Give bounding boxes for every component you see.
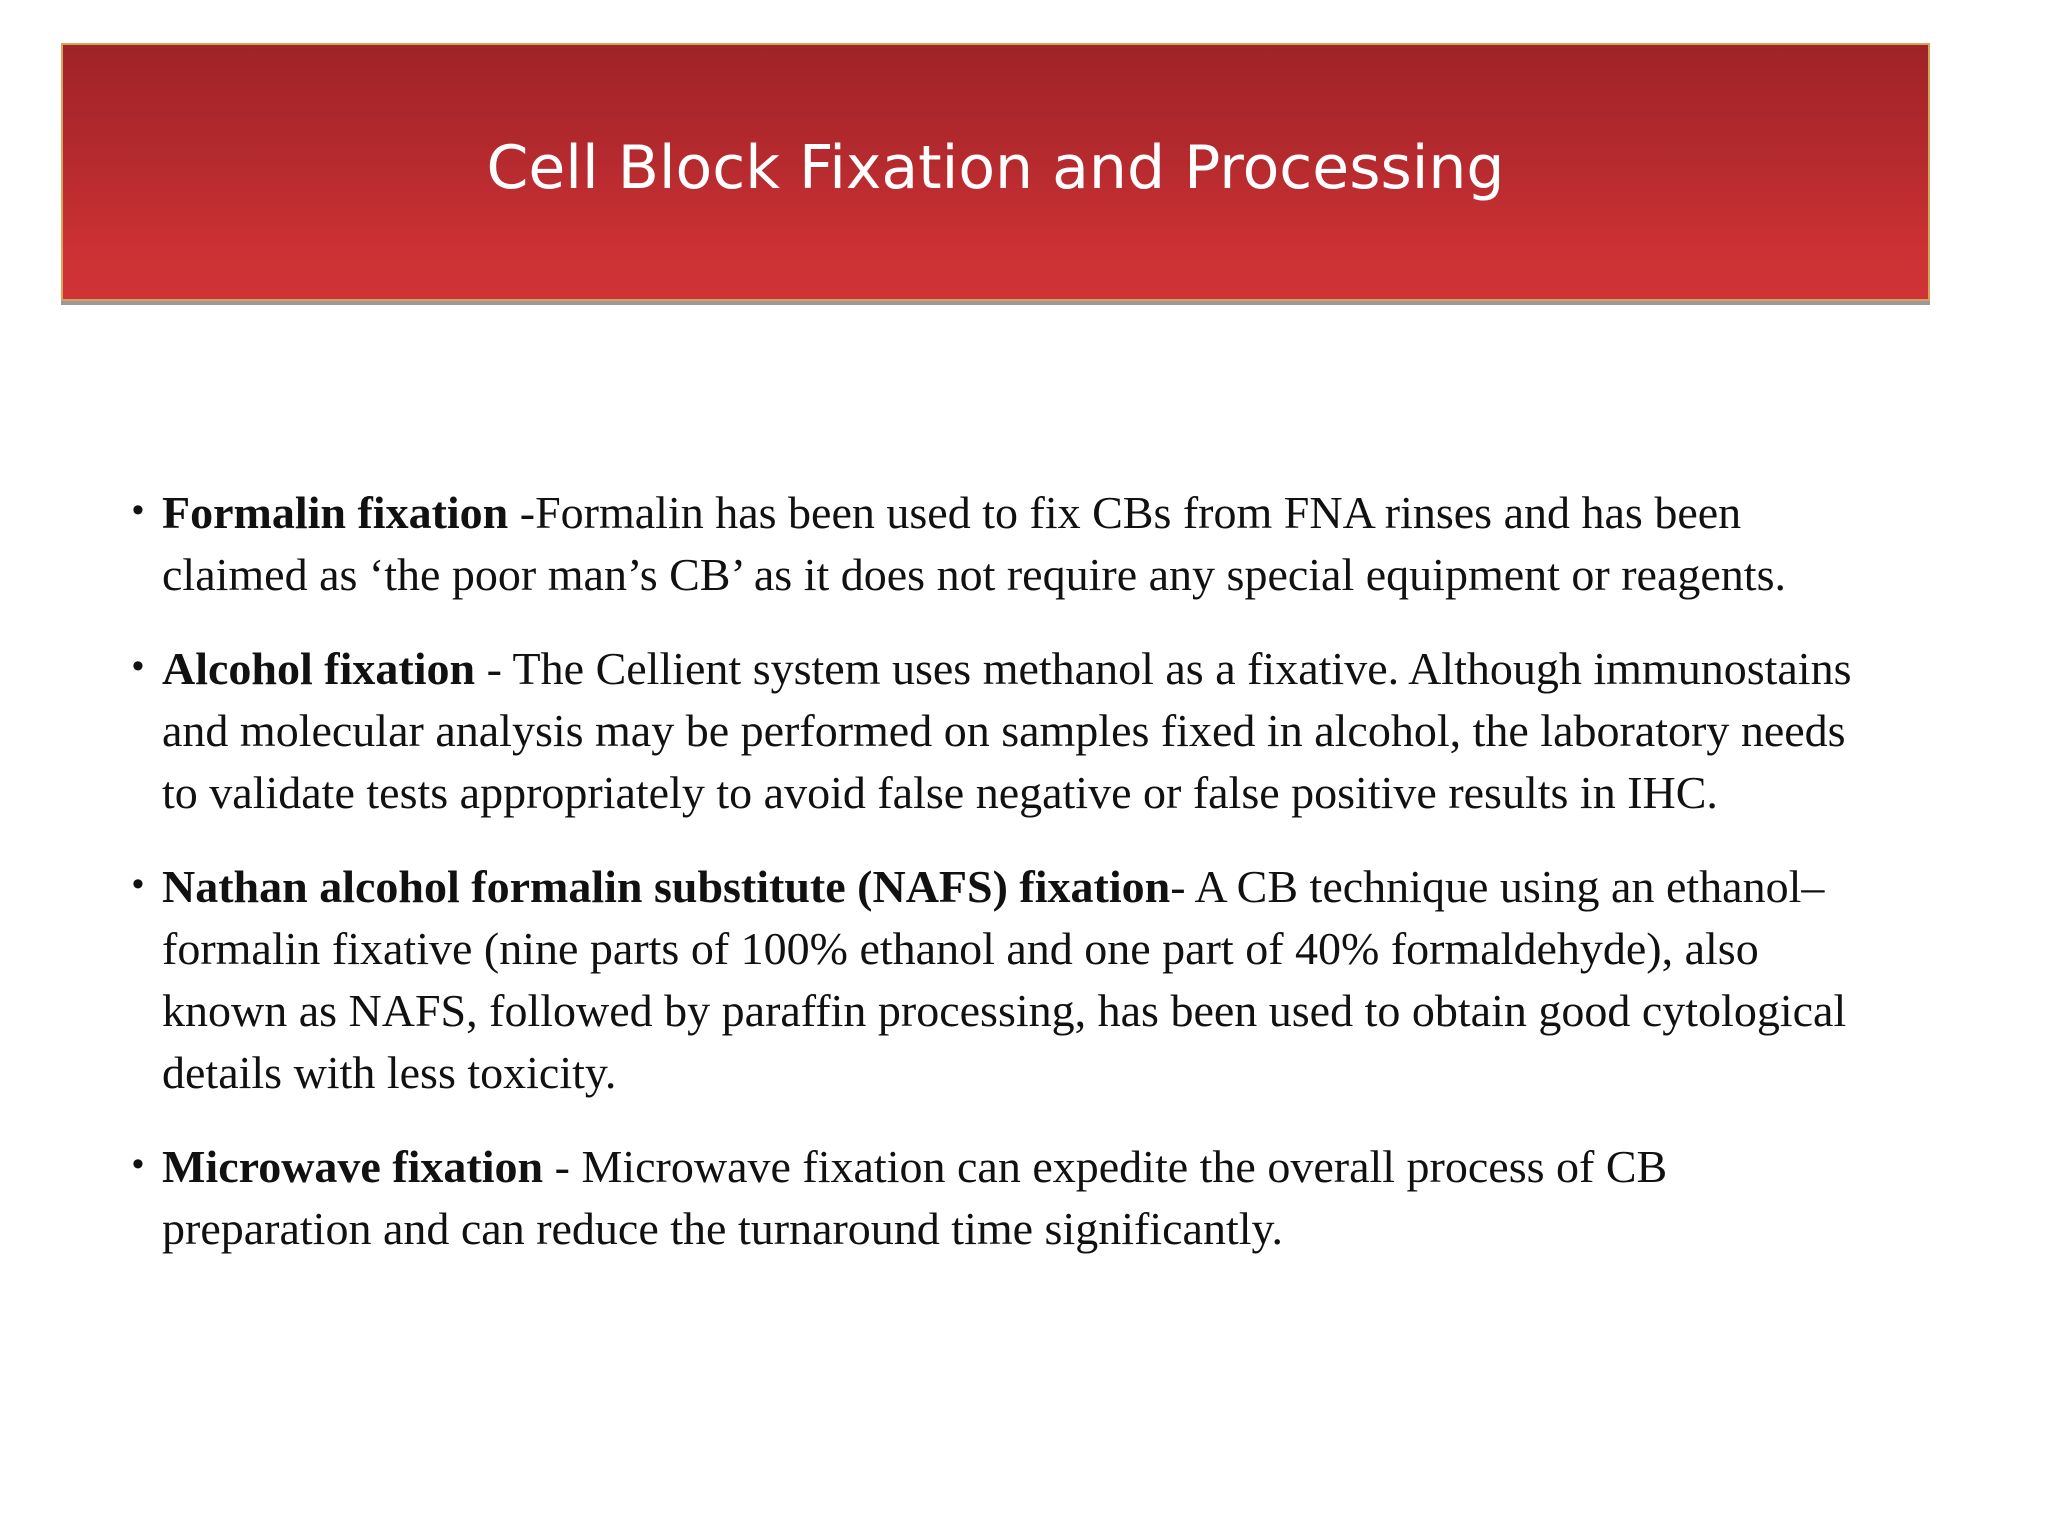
bullet-item-alcohol: [126, 638, 1886, 824]
bullet-heading: Alcohol fixation: [162, 643, 476, 694]
bullet-text: - Microwave fixation can expedite the overall process of CB preparation and can reduce the turnaround time significantly.: [162, 1141, 1668, 1254]
bullet-item-microwave: [126, 1136, 1886, 1260]
bullet-heading: Nathan alcohol formalin substitute (NAFS) fixation: [162, 861, 1171, 912]
bullet-heading: Formalin fixation: [162, 487, 509, 538]
bullet-heading: Microwave fixation: [162, 1141, 544, 1192]
bullet-item-formalin: [126, 482, 1886, 606]
bullet-icon: •: [132, 647, 144, 685]
bullet-item-nafs: [126, 856, 1886, 1104]
bullet-text: -Formalin has been used to fix CBs from FNA rinses and has been claimed as ‘the poor man’s CB’ as it does not require any special equipment or reagents.: [162, 487, 1786, 600]
bullet-text: - The Cellient system uses methanol as a fixative. Although immunostains and molecular analysis may be performed on samples fixed in alcohol, the laboratory needs to validate tests appropriately to avoid false negative or false positive results in IHC.: [162, 643, 1852, 818]
bullet-list: [126, 482, 1886, 1292]
bullet-icon: •: [132, 491, 144, 529]
title-banner: [61, 43, 1930, 301]
slide-title: Cell Block Fixation and Processing: [486, 133, 1505, 203]
bullet-icon: •: [132, 865, 144, 903]
bullet-text: - A CB technique using an ethanol–formalin fixative (nine parts of 100% ethanol and one part of 40% formaldehyde), also known as NAFS, followed by paraffin processing, has been used to obtain good cytological details with less toxicity.: [162, 861, 1847, 1098]
bullet-icon: •: [132, 1145, 144, 1183]
